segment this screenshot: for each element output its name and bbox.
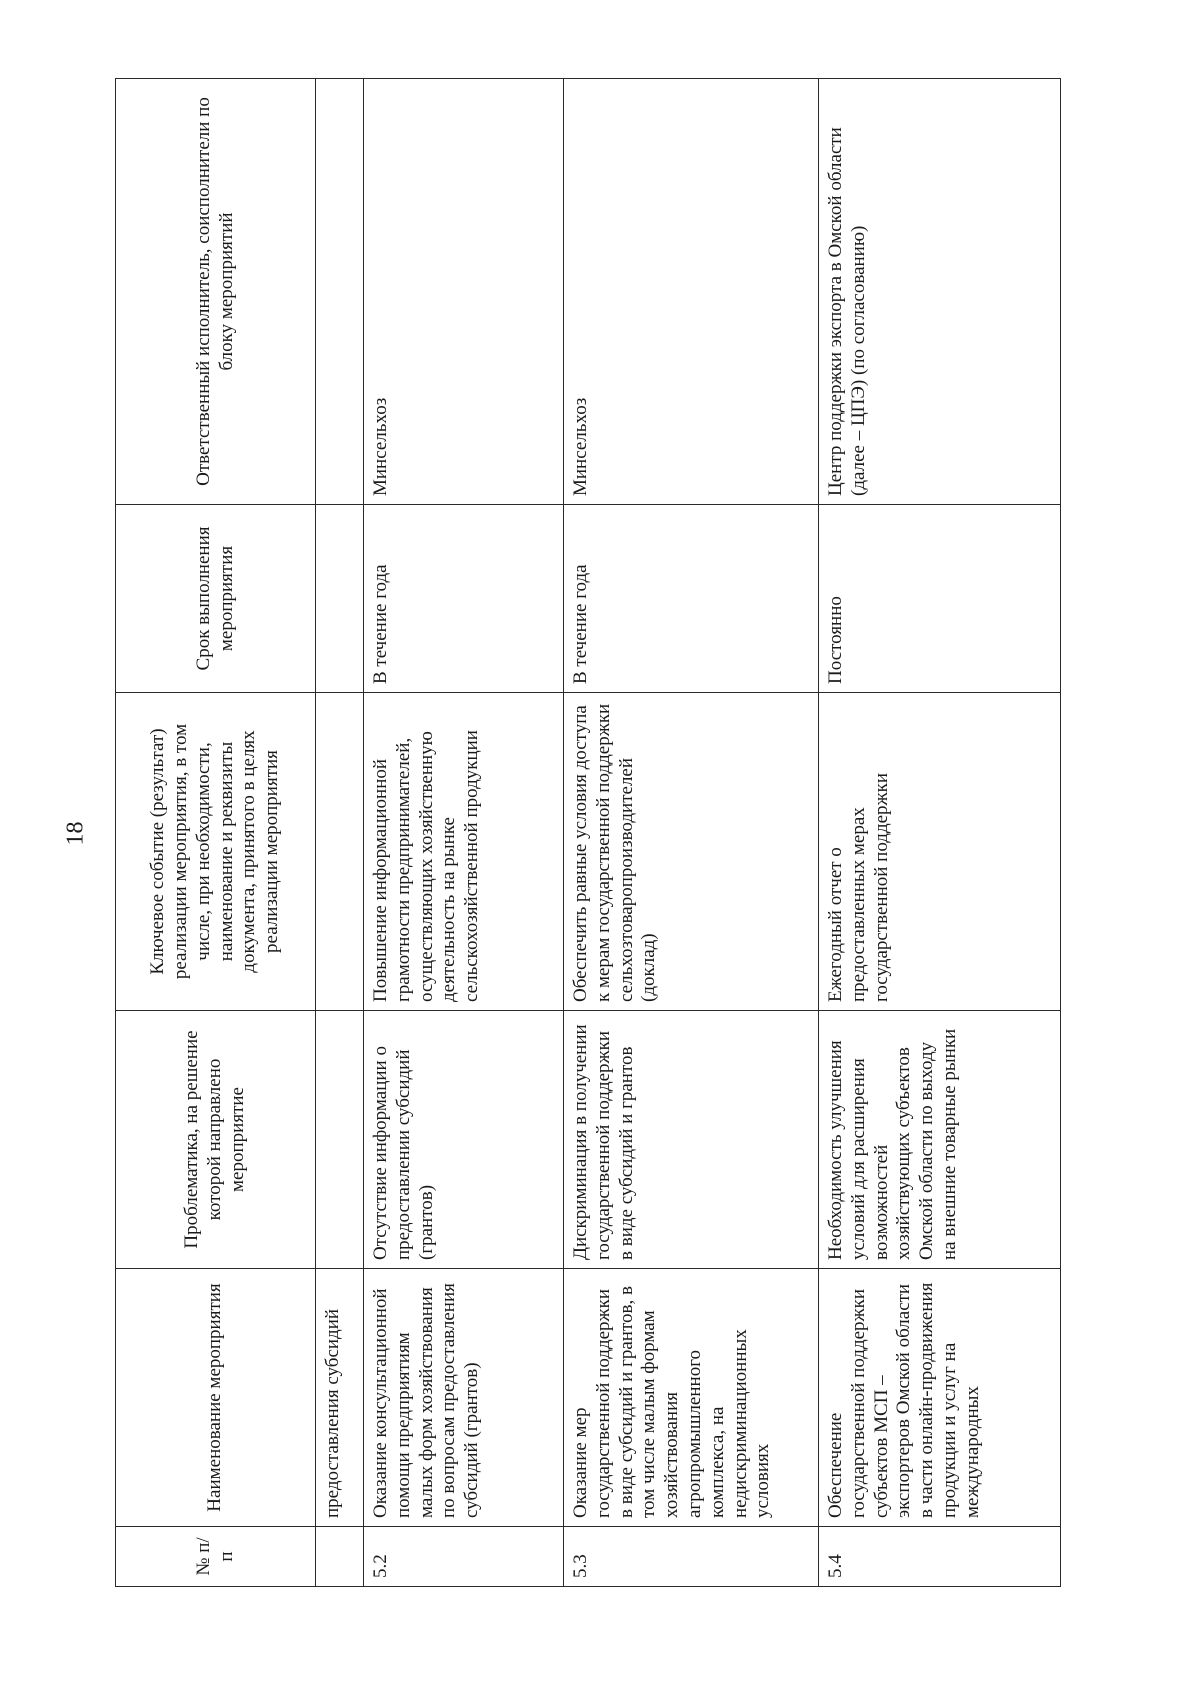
continuation-row xyxy=(316,79,364,1587)
cell-problem: Отсутствие информации о предоставлении субсидий (грантов) xyxy=(364,1011,564,1269)
cell-responsible: Центр поддержки экспорта в Омской области (далее – ЦПЭ) (по согласованию) xyxy=(819,79,1061,505)
cell-name: Обеспечение государственной поддержки субъектов МСП – экспортеров Омской области в части онлайн-продвижения продукции и услуг на международных xyxy=(819,1269,1061,1527)
cell-num: 5.2 xyxy=(364,1527,564,1587)
cell-term: В течение года xyxy=(364,505,564,693)
page-number: 18 xyxy=(62,821,89,846)
rotated-table-wrapper xyxy=(115,79,1060,1587)
header-problem: Проблематика, на решение которой направлено мероприятие xyxy=(116,1011,316,1269)
header-event: Ключевое событие (результат) реализации мероприятия, в том числе, при необходимости, наименование и реквизиты документа, принятого в целях реализации мероприятия xyxy=(116,693,316,1011)
cell-name: Оказание мер государственной поддержки в виде субсидий и грантов, в том числе малым формам хозяйствования агропромышленного комплекса, на недискриминационных условиях xyxy=(564,1269,819,1527)
cell-event xyxy=(316,693,364,1011)
table-header-row xyxy=(116,79,316,1587)
cell-problem: Необходимость улучшения условий для расширения возможностей хозяйствующих субъектов Омской области по выходу на внешние товарные рынки xyxy=(819,1011,1061,1269)
cell-problem: Дискриминация в получении государственной поддержки в виде субсидий и грантов xyxy=(564,1011,819,1269)
header-responsible: Ответственный исполнитель, соисполнители по блоку мероприятий xyxy=(116,79,316,505)
cell-num: 5.4 xyxy=(819,1527,1061,1587)
table-row xyxy=(564,79,819,1587)
cell-event: Ежегодный отчет о предоставленных мерах государственной поддержки xyxy=(819,693,1061,1011)
measures-table xyxy=(115,78,1061,1587)
cell-event: Повышение информационной грамотности предпринимателей, осуществляющих хозяйственную деятельность на рынке сельскохозяйственной продукции xyxy=(364,693,564,1011)
cell-term xyxy=(316,505,364,693)
table-row xyxy=(364,79,564,1587)
cell-event: Обеспечить равные условия доступа к мерам государственной поддержки сельхозтоваропроизводителей (доклад) xyxy=(564,693,819,1011)
header-term: Срок выполнения мероприятия xyxy=(116,505,316,693)
cell-responsible: Минсельхоз xyxy=(564,79,819,505)
table-row xyxy=(819,79,1061,1587)
header-num: № п/п xyxy=(116,1527,316,1587)
cell-responsible: Минсельхоз xyxy=(364,79,564,505)
cell-term: В течение года xyxy=(564,505,819,693)
cell-name: Оказание консультационной помощи предприятиям малых форм хозяйствования по вопросам предоставления субсидий (грантов) xyxy=(364,1269,564,1527)
cell-num: 5.3 xyxy=(564,1527,819,1587)
cell-name: предоставления субсидий xyxy=(316,1269,364,1527)
header-name: Наименование мероприятия xyxy=(116,1269,316,1527)
cell-responsible xyxy=(316,79,364,505)
cell-problem xyxy=(316,1011,364,1269)
cell-term: Постоянно xyxy=(819,505,1061,693)
cell-num xyxy=(316,1527,364,1587)
